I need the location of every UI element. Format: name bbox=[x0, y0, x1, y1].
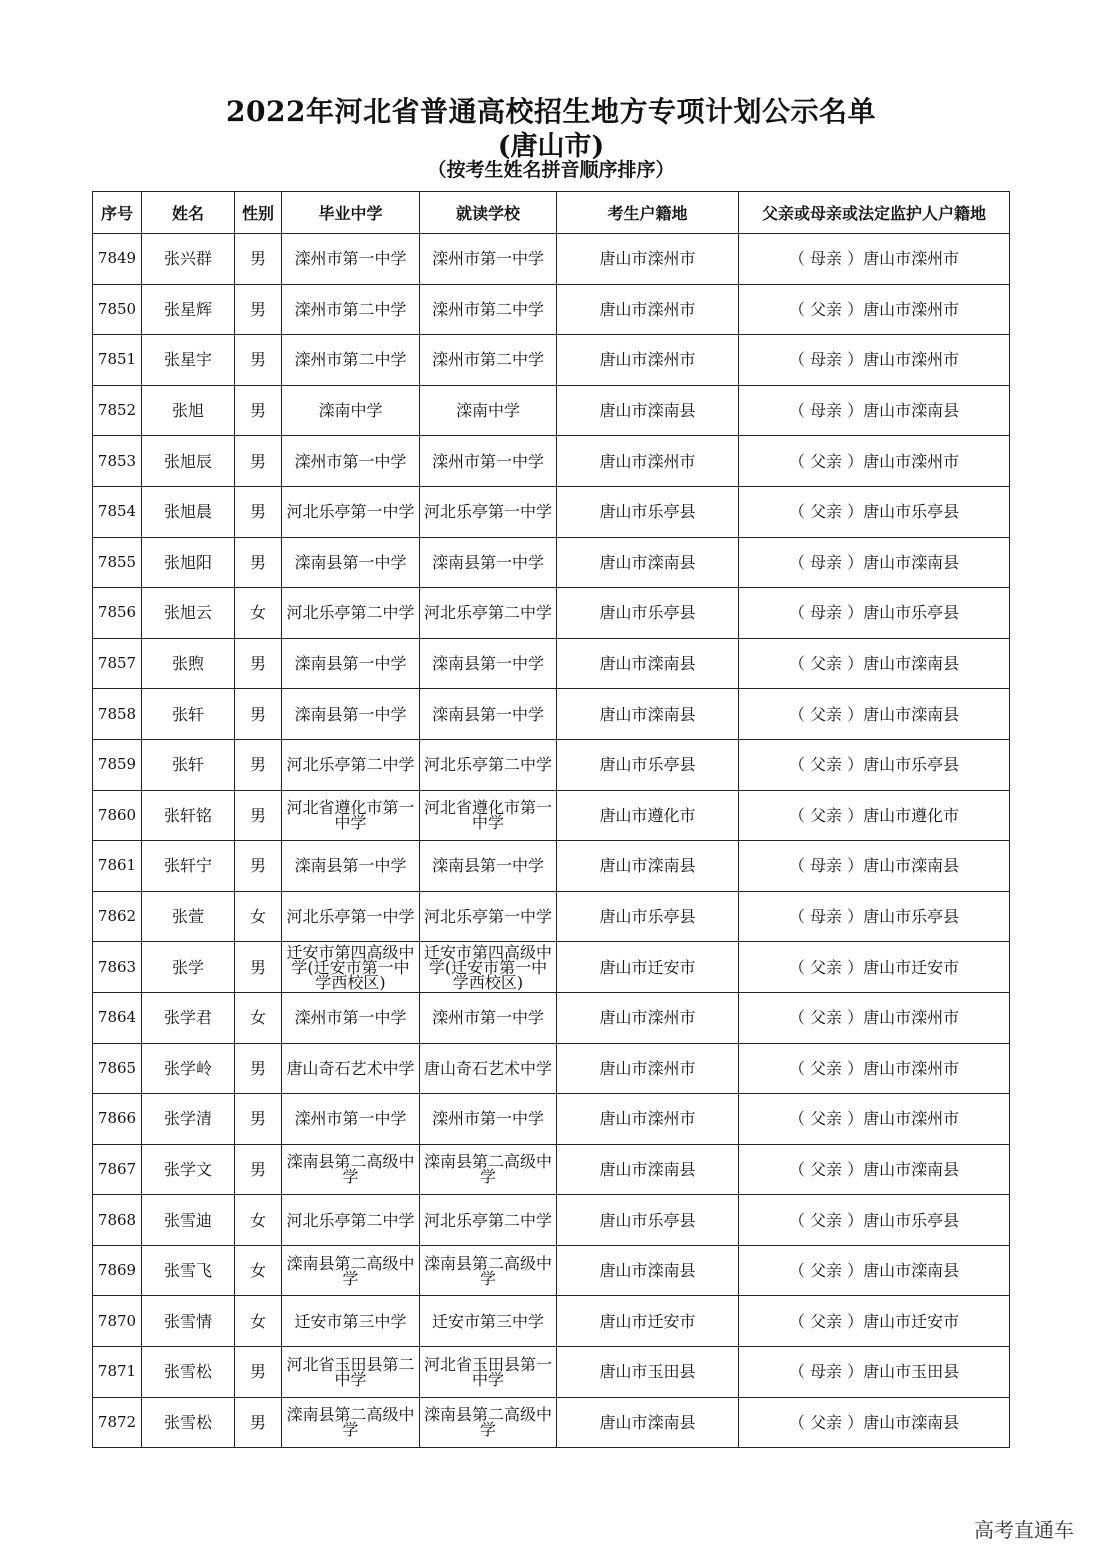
cell-gender: 男 bbox=[235, 942, 282, 993]
cell-graduation-school: 滦州市第一中学 bbox=[282, 234, 420, 285]
cell-serial: 7869 bbox=[93, 1245, 142, 1296]
sort-note: （按考生姓名拼音顺序排序） bbox=[427, 159, 675, 181]
cell-graduation-school: 迁安市第三中学 bbox=[282, 1296, 420, 1347]
cell-gender: 男 bbox=[235, 436, 282, 487]
header-graduation-school: 毕业中学 bbox=[282, 192, 420, 234]
cell-current-school: 滦南县第一中学 bbox=[420, 638, 557, 689]
table-row bbox=[93, 1245, 1010, 1296]
cell-household-registration: 唐山市迁安市 bbox=[557, 942, 739, 993]
cell-name: 张旭辰 bbox=[142, 436, 235, 487]
cell-guardian-registration: （ 母亲 ）唐山市滦州市 bbox=[739, 335, 1010, 386]
cell-guardian-registration: （ 父亲 ）唐山市迁安市 bbox=[739, 942, 1010, 993]
cell-serial: 7868 bbox=[93, 1195, 142, 1246]
cell-household-registration: 唐山市迁安市 bbox=[557, 1296, 739, 1347]
cell-graduation-school: 滦州市第一中学 bbox=[282, 436, 420, 487]
cell-gender: 女 bbox=[235, 1245, 282, 1296]
cell-graduation-school: 河北乐亭第二中学 bbox=[282, 588, 420, 639]
cell-household-registration: 唐山市滦州市 bbox=[557, 335, 739, 386]
cell-current-school: 滦州市第一中学 bbox=[420, 1094, 557, 1145]
cell-household-registration: 唐山市乐亭县 bbox=[557, 1195, 739, 1246]
cell-current-school: 迁安市第四高级中学(迁安市第一中学西校区) bbox=[420, 942, 557, 993]
cell-current-school: 滦南县第一中学 bbox=[420, 841, 557, 892]
header-name: 姓名 bbox=[142, 192, 235, 234]
cell-gender: 男 bbox=[235, 385, 282, 436]
header-household-registration: 考生户籍地 bbox=[557, 192, 739, 234]
cell-serial: 7860 bbox=[93, 790, 142, 841]
cell-guardian-registration: （ 父亲 ）唐山市滦南县 bbox=[739, 1245, 1010, 1296]
cell-current-school: 河北乐亭第二中学 bbox=[420, 739, 557, 790]
cell-household-registration: 唐山市乐亭县 bbox=[557, 739, 739, 790]
table-row bbox=[93, 537, 1010, 588]
cell-household-registration: 唐山市玉田县 bbox=[557, 1347, 739, 1398]
cell-graduation-school: 河北乐亭第一中学 bbox=[282, 486, 420, 537]
admission-list-table bbox=[92, 191, 1010, 1448]
cell-name: 张轩宁 bbox=[142, 841, 235, 892]
cell-graduation-school: 滦南中学 bbox=[282, 385, 420, 436]
cell-household-registration: 唐山市滦南县 bbox=[557, 537, 739, 588]
cell-graduation-school: 河北乐亭第二中学 bbox=[282, 739, 420, 790]
cell-serial: 7853 bbox=[93, 436, 142, 487]
cell-name: 张星辉 bbox=[142, 284, 235, 335]
table-header-row bbox=[93, 192, 1010, 234]
cell-name: 张雪松 bbox=[142, 1397, 235, 1448]
cell-graduation-school: 滦州市第一中学 bbox=[282, 1094, 420, 1145]
cell-current-school: 滦南县第一中学 bbox=[420, 537, 557, 588]
cell-name: 张雪迪 bbox=[142, 1195, 235, 1246]
cell-current-school: 河北乐亭第二中学 bbox=[420, 588, 557, 639]
cell-household-registration: 唐山市滦州市 bbox=[557, 234, 739, 285]
cell-household-registration: 唐山市遵化市 bbox=[557, 790, 739, 841]
table-row bbox=[93, 588, 1010, 639]
cell-name: 张兴群 bbox=[142, 234, 235, 285]
cell-name: 张轩 bbox=[142, 689, 235, 740]
cell-graduation-school: 滦南县第二高级中学 bbox=[282, 1397, 420, 1448]
cell-gender: 男 bbox=[235, 790, 282, 841]
table-row bbox=[93, 486, 1010, 537]
table-row bbox=[93, 638, 1010, 689]
cell-graduation-school: 滦州市第二中学 bbox=[282, 284, 420, 335]
cell-current-school: 滦南县第一中学 bbox=[420, 689, 557, 740]
cell-gender: 男 bbox=[235, 1397, 282, 1448]
cell-name: 张轩铭 bbox=[142, 790, 235, 841]
cell-household-registration: 唐山市滦南县 bbox=[557, 689, 739, 740]
table-row bbox=[93, 1043, 1010, 1094]
cell-gender: 男 bbox=[235, 689, 282, 740]
cell-guardian-registration: （ 母亲 ）唐山市滦南县 bbox=[739, 385, 1010, 436]
cell-gender: 男 bbox=[235, 486, 282, 537]
cell-name: 张旭晨 bbox=[142, 486, 235, 537]
cell-name: 张雪飞 bbox=[142, 1245, 235, 1296]
cell-gender: 男 bbox=[235, 234, 282, 285]
cell-gender: 女 bbox=[235, 992, 282, 1043]
cell-graduation-school: 迁安市第四高级中学(迁安市第一中学西校区) bbox=[282, 942, 420, 993]
header-serial: 序号 bbox=[93, 192, 142, 234]
cell-guardian-registration: （ 父亲 ）唐山市滦南县 bbox=[739, 1397, 1010, 1448]
cell-household-registration: 唐山市滦南县 bbox=[557, 841, 739, 892]
cell-current-school: 滦南县第二高级中学 bbox=[420, 1397, 557, 1448]
cell-serial: 7855 bbox=[93, 537, 142, 588]
cell-current-school: 滦南县第二高级中学 bbox=[420, 1245, 557, 1296]
cell-current-school: 河北省玉田县第一中学 bbox=[420, 1347, 557, 1398]
cell-current-school: 滦南中学 bbox=[420, 385, 557, 436]
cell-household-registration: 唐山市滦州市 bbox=[557, 992, 739, 1043]
cell-gender: 男 bbox=[235, 537, 282, 588]
cell-gender: 男 bbox=[235, 1144, 282, 1195]
cell-name: 张学岭 bbox=[142, 1043, 235, 1094]
cell-name: 张雪松 bbox=[142, 1347, 235, 1398]
cell-household-registration: 唐山市滦州市 bbox=[557, 284, 739, 335]
cell-guardian-registration: （ 母亲 ）唐山市滦州市 bbox=[739, 234, 1010, 285]
watermark: 高考直通车 bbox=[974, 1518, 1074, 1542]
table-row bbox=[93, 942, 1010, 993]
cell-serial: 7851 bbox=[93, 335, 142, 386]
cell-graduation-school: 河北省玉田县第二中学 bbox=[282, 1347, 420, 1398]
cell-household-registration: 唐山市滦南县 bbox=[557, 1245, 739, 1296]
cell-gender: 男 bbox=[235, 739, 282, 790]
cell-graduation-school: 唐山奇石艺术中学 bbox=[282, 1043, 420, 1094]
cell-current-school: 河北乐亭第二中学 bbox=[420, 1195, 557, 1246]
table-row bbox=[93, 790, 1010, 841]
cell-gender: 男 bbox=[235, 1347, 282, 1398]
table-row bbox=[93, 1347, 1010, 1398]
header-guardian-registration: 父亲或母亲或法定监护人户籍地 bbox=[739, 192, 1010, 234]
cell-serial: 7854 bbox=[93, 486, 142, 537]
cell-household-registration: 唐山市滦南县 bbox=[557, 638, 739, 689]
cell-current-school: 滦州市第二中学 bbox=[420, 335, 557, 386]
cell-household-registration: 唐山市滦南县 bbox=[557, 1397, 739, 1448]
cell-graduation-school: 滦南县第一中学 bbox=[282, 689, 420, 740]
cell-current-school: 滦南县第二高级中学 bbox=[420, 1144, 557, 1195]
cell-gender: 女 bbox=[235, 891, 282, 942]
cell-name: 张星宇 bbox=[142, 335, 235, 386]
cell-name: 张煦 bbox=[142, 638, 235, 689]
cell-name: 张学清 bbox=[142, 1094, 235, 1145]
header-current-school: 就读学校 bbox=[420, 192, 557, 234]
cell-current-school: 滦州市第一中学 bbox=[420, 992, 557, 1043]
cell-guardian-registration: （ 父亲 ）唐山市滦南县 bbox=[739, 638, 1010, 689]
cell-serial: 7857 bbox=[93, 638, 142, 689]
cell-name: 张旭云 bbox=[142, 588, 235, 639]
cell-gender: 男 bbox=[235, 638, 282, 689]
cell-gender: 女 bbox=[235, 588, 282, 639]
cell-guardian-registration: （ 父亲 ）唐山市滦州市 bbox=[739, 1043, 1010, 1094]
cell-household-registration: 唐山市滦州市 bbox=[557, 1043, 739, 1094]
cell-guardian-registration: （ 父亲 ）唐山市遵化市 bbox=[739, 790, 1010, 841]
cell-current-school: 滦州市第一中学 bbox=[420, 234, 557, 285]
cell-serial: 7866 bbox=[93, 1094, 142, 1145]
cell-gender: 女 bbox=[235, 1195, 282, 1246]
cell-name: 张萱 bbox=[142, 891, 235, 942]
cell-guardian-registration: （ 母亲 ）唐山市乐亭县 bbox=[739, 891, 1010, 942]
cell-gender: 男 bbox=[235, 1094, 282, 1145]
cell-guardian-registration: （ 父亲 ）唐山市乐亭县 bbox=[739, 1195, 1010, 1246]
table-row bbox=[93, 234, 1010, 285]
cell-gender: 男 bbox=[235, 335, 282, 386]
cell-graduation-school: 滦南县第一中学 bbox=[282, 537, 420, 588]
cell-guardian-registration: （ 母亲 ）唐山市滦南县 bbox=[739, 841, 1010, 892]
table-row bbox=[93, 689, 1010, 740]
cell-guardian-registration: （ 母亲 ）唐山市乐亭县 bbox=[739, 588, 1010, 639]
table-row bbox=[93, 1144, 1010, 1195]
cell-graduation-school: 滦州市第一中学 bbox=[282, 992, 420, 1043]
table-row bbox=[93, 1296, 1010, 1347]
cell-gender: 男 bbox=[235, 284, 282, 335]
table-row bbox=[93, 1195, 1010, 1246]
table-row bbox=[93, 1094, 1010, 1145]
cell-serial: 7871 bbox=[93, 1347, 142, 1398]
cell-current-school: 迁安市第三中学 bbox=[420, 1296, 557, 1347]
cell-name: 张旭阳 bbox=[142, 537, 235, 588]
table-row bbox=[93, 385, 1010, 436]
cell-name: 张学君 bbox=[142, 992, 235, 1043]
cell-guardian-registration: （ 父亲 ）唐山市滦州市 bbox=[739, 1094, 1010, 1145]
cell-name: 张学文 bbox=[142, 1144, 235, 1195]
cell-graduation-school: 滦南县第一中学 bbox=[282, 638, 420, 689]
cell-serial: 7862 bbox=[93, 891, 142, 942]
page-subtitle: (唐山市) bbox=[497, 131, 605, 162]
cell-current-school: 唐山奇石艺术中学 bbox=[420, 1043, 557, 1094]
header-gender: 性别 bbox=[235, 192, 282, 234]
cell-graduation-school: 滦州市第二中学 bbox=[282, 335, 420, 386]
cell-guardian-registration: （ 父亲 ）唐山市迁安市 bbox=[739, 1296, 1010, 1347]
cell-serial: 7872 bbox=[93, 1397, 142, 1448]
cell-guardian-registration: （ 母亲 ）唐山市玉田县 bbox=[739, 1347, 1010, 1398]
cell-serial: 7856 bbox=[93, 588, 142, 639]
cell-current-school: 河北乐亭第一中学 bbox=[420, 891, 557, 942]
cell-household-registration: 唐山市乐亭县 bbox=[557, 891, 739, 942]
table-row bbox=[93, 335, 1010, 386]
cell-guardian-registration: （ 父亲 ）唐山市滦州市 bbox=[739, 436, 1010, 487]
cell-graduation-school: 滦南县第一中学 bbox=[282, 841, 420, 892]
cell-serial: 7864 bbox=[93, 992, 142, 1043]
cell-current-school: 滦州市第二中学 bbox=[420, 284, 557, 335]
cell-name: 张轩 bbox=[142, 739, 235, 790]
cell-guardian-registration: （ 母亲 ）唐山市滦南县 bbox=[739, 537, 1010, 588]
cell-graduation-school: 河北省遵化市第一中学 bbox=[282, 790, 420, 841]
cell-household-registration: 唐山市滦州市 bbox=[557, 436, 739, 487]
cell-graduation-school: 河北乐亭第一中学 bbox=[282, 891, 420, 942]
table-row bbox=[93, 841, 1010, 892]
cell-gender: 男 bbox=[235, 841, 282, 892]
table-row bbox=[93, 992, 1010, 1043]
cell-name: 张学 bbox=[142, 942, 235, 993]
cell-serial: 7865 bbox=[93, 1043, 142, 1094]
cell-name: 张旭 bbox=[142, 385, 235, 436]
table-row bbox=[93, 739, 1010, 790]
cell-gender: 女 bbox=[235, 1296, 282, 1347]
cell-household-registration: 唐山市滦南县 bbox=[557, 385, 739, 436]
cell-household-registration: 唐山市滦南县 bbox=[557, 1144, 739, 1195]
cell-guardian-registration: （ 父亲 ）唐山市乐亭县 bbox=[739, 739, 1010, 790]
cell-household-registration: 唐山市乐亭县 bbox=[557, 588, 739, 639]
table-row bbox=[93, 284, 1010, 335]
cell-serial: 7849 bbox=[93, 234, 142, 285]
cell-household-registration: 唐山市滦州市 bbox=[557, 1094, 739, 1145]
cell-serial: 7863 bbox=[93, 942, 142, 993]
cell-current-school: 河北省遵化市第一中学 bbox=[420, 790, 557, 841]
cell-current-school: 河北乐亭第一中学 bbox=[420, 486, 557, 537]
cell-household-registration: 唐山市乐亭县 bbox=[557, 486, 739, 537]
table-row bbox=[93, 1397, 1010, 1448]
cell-guardian-registration: （ 父亲 ）唐山市滦南县 bbox=[739, 689, 1010, 740]
cell-current-school: 滦州市第一中学 bbox=[420, 436, 557, 487]
cell-serial: 7858 bbox=[93, 689, 142, 740]
table-row bbox=[93, 891, 1010, 942]
cell-guardian-registration: （ 父亲 ）唐山市滦州市 bbox=[739, 992, 1010, 1043]
cell-serial: 7861 bbox=[93, 841, 142, 892]
cell-serial: 7852 bbox=[93, 385, 142, 436]
cell-name: 张雪情 bbox=[142, 1296, 235, 1347]
cell-graduation-school: 滦南县第二高级中学 bbox=[282, 1144, 420, 1195]
cell-gender: 男 bbox=[235, 1043, 282, 1094]
cell-graduation-school: 滦南县第二高级中学 bbox=[282, 1245, 420, 1296]
cell-guardian-registration: （ 父亲 ）唐山市乐亭县 bbox=[739, 486, 1010, 537]
table-row bbox=[93, 436, 1010, 487]
cell-serial: 7870 bbox=[93, 1296, 142, 1347]
cell-serial: 7859 bbox=[93, 739, 142, 790]
cell-guardian-registration: （ 父亲 ）唐山市滦州市 bbox=[739, 284, 1010, 335]
cell-guardian-registration: （ 父亲 ）唐山市滦南县 bbox=[739, 1144, 1010, 1195]
cell-serial: 7867 bbox=[93, 1144, 142, 1195]
cell-serial: 7850 bbox=[93, 284, 142, 335]
cell-graduation-school: 河北乐亭第二中学 bbox=[282, 1195, 420, 1246]
page-title: 2022年河北省普通高校招生地方专项计划公示名单 bbox=[226, 95, 876, 128]
